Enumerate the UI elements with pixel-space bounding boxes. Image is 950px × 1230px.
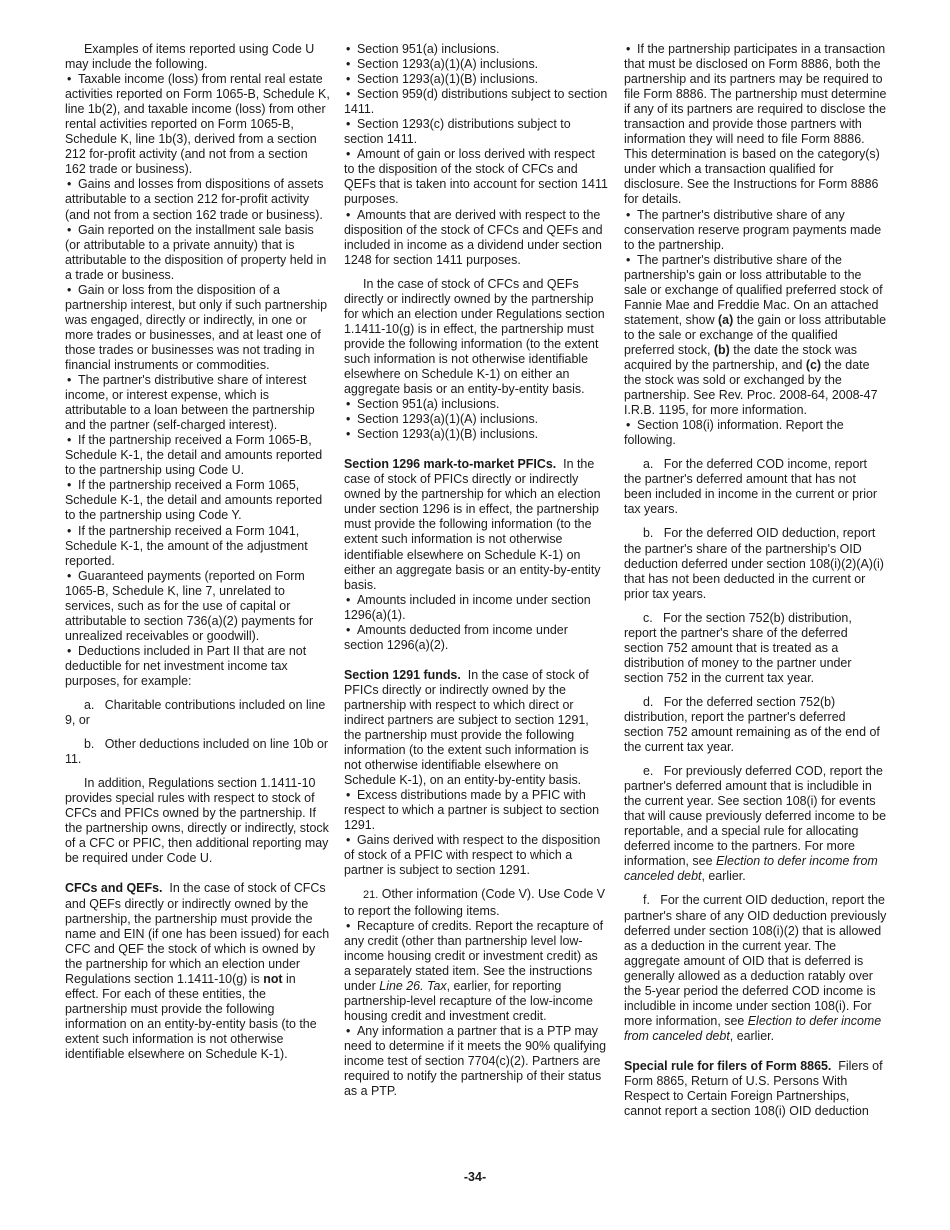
bullet-item: • Deductions included in Part II that are not deductible for net investment income tax purposes, for example: <box>65 644 330 689</box>
bullet-item: • Amount of gain or loss derived with respect to the disposition of the stock of CFCs and QEFs that is taken into account for section 1411 purposes. <box>344 147 608 207</box>
bullet-item: • Section 1293(c) distributions subject to section 1411. <box>344 117 608 147</box>
bullet-item: • If the partnership received a Form 1065, Schedule K-1, the detail and amounts reported to the partnership using Code Y. <box>65 478 330 523</box>
bullet-item: • Excess distributions made by a PFIC with respect to which a partner is subject to section 1291. <box>344 788 608 833</box>
paragraph-1296-pfics: Section 1296 mark-to-market PFICs. In the case of stock of PFICs directly or indirectly owned by the partnership for which an election under section 1296 is in effect, the partnership must provide the following information (to the extent such information is not otherwise identifiable elsewhere on Schedule K-1) on either an aggregate basis or an entity-by-entity basis. <box>344 457 601 592</box>
paragraph: In the case of stock of CFCs and QEFs directly or indirectly owned by the partnership for which an election under Regulations section 1.1411-10(g) is in effect, the partnership must provide the following information (to the extent such information is not otherwise identifiable elsewhere on Schedule K-1) on either an aggregate basis or an entity-by-entity basis. <box>344 276 605 397</box>
bullet-item: • Guaranteed payments (reported on Form 1065-B, Schedule K, line 7, unrelated to services, such as for the use of capital or attributable to section 736(a)(2) payments for unrealized receivables or goodwill). <box>65 569 330 644</box>
bullet-item: • Section 959(d) distributions subject to section 1411. <box>344 87 608 117</box>
bullet-item: • Section 1293(a)(1)(B) inclusions. <box>344 427 608 442</box>
sub-item-e: e. For previously deferred COD, report the partner's deferred amount that is includible in the current year. See section 108(i) for events that will cause previously deferred income to be reportable, and a special rule for allocating deferred income to the partners. For more information, see Election to defer income from canceled debt, earlier. <box>624 764 887 884</box>
section-heading: Section 1291 funds. <box>344 667 461 682</box>
sub-item-b: b. Other deductions included on line 10b or 11. <box>65 737 329 767</box>
bullet-item: • The partner's distributive share of interest income, or interest expense, which is attributable to a loan between the partnership and the partner (self-charged interest). <box>65 373 330 433</box>
bullet-item: • Gain reported on the installment sale basis (or attributable to a private annuity) that is attributable to the disposition of property held in a trade or business. <box>65 223 330 283</box>
sub-item-a: a. For the deferred COD income, report the partner's deferred amount that has not been included in income in the current or prior tax years. <box>624 457 878 517</box>
bullet-item: • If the partnership received a Form 1041, Schedule K-1, the amount of the adjustment reported. <box>65 524 330 569</box>
bullet-item: • If the partnership participates in a transaction that must be disclosed on Form 8886, both the partnership and its partners may be required to file Form 8886. The partnership must determine if any of its partners are required to disclose the transaction and provide those partners with information they will need to file Form 8886. This determination is based on the category(s) under which a transaction qualified for disclosure. See the Instructions for Form 8886 for details. <box>624 42 887 208</box>
sub-item-c: c. For the section 752(b) distribution, report the partner's share of the deferred section 752 amount that is treated as a distribution of money to the partner under section 752 in the current tax year. <box>624 610 852 685</box>
bullet-item: • Section 951(a) inclusions. <box>344 42 608 57</box>
bullet-item: • Recapture of credits. Report the recapture of any credit (other than partnership level low-income housing credit or investment credit) as a separately stated item. See the instructions under Line 26. Tax, earlier, for reporting partnership-level recapture of the low-income housing credit and investment credit. <box>344 919 608 1024</box>
sub-item-d: d. For the deferred section 752(b) distribution, report the partner's deferred section 752 amount remaining as of the end of the current tax year. <box>624 694 880 755</box>
paragraph-1291-funds: Section 1291 funds. In the case of stock of PFICs directly or indirectly owned by the partnership with respect to which direct or indirect partners are subject to section 1291, the partnership must provide the following information (to the extent such information is not otherwise identifiable elsewhere on Schedule K-1), on an entity-by-entity basis. <box>344 667 589 788</box>
column-2 <box>344 42 608 1099</box>
bullet-item: • Section 1293(a)(1)(A) inclusions. <box>344 412 608 427</box>
section-heading: Section 1296 mark-to-market PFICs. <box>344 457 557 472</box>
bullet-item: • Amounts that are derived with respect to the disposition of the stock of CFCs and QEFs and included in income as a dividend under section 1248 for section 1411 purposes. <box>344 208 608 268</box>
bullet-item: • Amounts deducted from income under section 1296(a)(2). <box>344 623 608 653</box>
column-1 <box>65 42 330 1062</box>
bullet-item: • Taxable income (loss) from rental real estate activities reported on Form 1065-B, Schedule K, line 1b(2), and taxable income (loss) from other rental activities reported on Form 1065-B, Schedule K, line 1b(3), derived from a section 212 for-profit activity (and not from a section 162 trade or business). <box>65 72 330 177</box>
section-heading: Special rule for filers of Form 8865. <box>624 1058 832 1073</box>
bullet-item: • The partner's distributive share of any conservation reserve program payments made to the partnership. <box>624 208 887 253</box>
bullet-item: • Section 1293(a)(1)(A) inclusions. <box>344 57 608 72</box>
paragraph: In addition, Regulations section 1.1411-10 provides special rules with respect to stock of CFCs and PFICs owned by the partnership. If the partnership owns, directly or indirectly, stock of a CFC or PFIC, then additional reporting may be required under Code U. <box>65 776 329 866</box>
bullet-item: • Gains and losses from dispositions of assets attributable to a section 212 for-profit activity (and not from a section 162 trade or business). <box>65 177 330 222</box>
page-number: -34- <box>463 1170 487 1184</box>
bullet-item: • The partner's distributive share of the partnership's gain or loss attributable to the sale or exchange of qualified preferred stock of Fannie Mae and Freddie Mac. On an attached statement, show (a) the gain or loss attributable to the sale or exchange of the qualified preferred stock, (b) the date the stock was acquired by the partnership, and (c) the date the stock was sold or exchanged by the partnership. See Rev. Proc. 2008-64, 2008-47 I.R.B. 1195, for more information. <box>624 253 887 419</box>
bullet-item: • Any information a partner that is a PTP may need to determine if it meets the 90% qualifying income test of section 7704(c)(2). Partners are required to notify the partnership of their status as a PTP. <box>344 1024 608 1099</box>
sub-item-b: b. For the deferred OID deduction, report the partner's share of the partnership's OID deduction deferred under section 108(i)(2)(A)(i) that has not been deducted in the current or prior tax years. <box>624 526 884 601</box>
paragraph-form-8865: Special rule for filers of Form 8865. Filers of Form 8865, Return of U.S. Persons With Respect to Certain Foreign Partnerships, cannot report a section 108(i) OID deduction <box>624 1058 883 1119</box>
item-number: 21. <box>363 889 379 902</box>
sub-item-f: f. For the current OID deduction, report the partner's share of any OID deduction previously deferred under section 108(i)(2) that is allowed as a deduction in the current year. The aggregate amount of OID that is deferred is generally allowed as a deduction ratably over the 5-year period the deferred COD income is includible in income under section 108(i). For more information, see Election to defer income from canceled debt, earlier. <box>624 893 887 1043</box>
bullet-item: • Section 1293(a)(1)(B) inclusions. <box>344 72 608 87</box>
section-heading: CFCs and QEFs. <box>65 881 163 896</box>
column-3 <box>624 42 887 1119</box>
bullet-item: • Section 108(i) information. Report the following. <box>624 418 887 448</box>
bullet-item: • Gains derived with respect to the disposition of stock of a PFIC with respect to which a partner is subject to section 1291. <box>344 833 608 878</box>
paragraph-code-v: 21. Other information (Code V). Use Code V to report the following items. <box>344 887 606 918</box>
bullet-item: • Section 951(a) inclusions. <box>344 397 608 412</box>
sub-item-a: a. Charitable contributions included on line 9, or <box>65 698 326 728</box>
paragraph: Examples of items reported using Code U may include the following. <box>65 42 315 72</box>
bullet-item: • Amounts included in income under section 1296(a)(1). <box>344 593 608 623</box>
paragraph-cfcs-qefs: CFCs and QEFs. In the case of stock of CFCs and QEFs directly or indirectly owned by the partnership, the partnership must provide the name and EIN (if one has been issued) for each CFC and QEF the stock of which is owned by the partnership for which an election under Regulations section 1.1411-10(g) is not in effect. For each of these entities, the partnership must provide the following information on an entity-by-entity basis (to the extent such information is not otherwise identifiable elsewhere on Schedule K-1). <box>65 881 330 1061</box>
bullet-item: • If the partnership received a Form 1065-B, Schedule K-1, the detail and amounts reported to the partnership using Code U. <box>65 433 330 478</box>
bullet-item: • Gain or loss from the disposition of a partnership interest, but only if such partnership was engaged, directly or indirectly, in one or more trades or businesses, and at least one of those trades or businesses was not trading in financial instruments or commodities. <box>65 283 330 373</box>
